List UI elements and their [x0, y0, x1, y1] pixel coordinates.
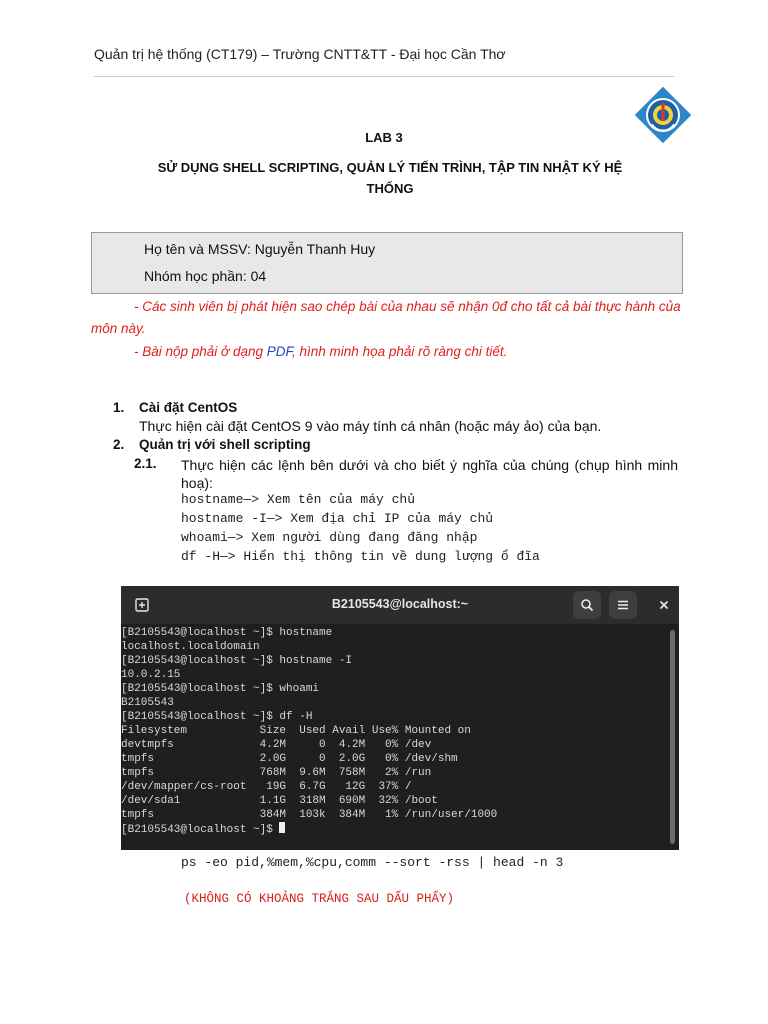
terminal-titlebar	[121, 586, 679, 624]
section-1-number: 1.	[113, 400, 125, 415]
search-button[interactable]	[573, 591, 601, 619]
terminal-line: /dev/sda1 1.1G 318M 690M 32% /boot	[121, 795, 438, 807]
class-group: Nhóm học phần: 04	[144, 268, 267, 284]
terminal-line: B2105543	[121, 697, 174, 709]
search-icon	[580, 598, 594, 612]
subsection-2-1-number: 2.1.	[134, 456, 157, 471]
terminal-line: Filesystem Size Used Avail Use% Mounted on	[121, 725, 471, 737]
section-1-title: Cài đặt CentOS	[139, 400, 238, 415]
header-divider	[94, 76, 674, 77]
close-icon	[659, 600, 669, 610]
plagiarism-warning: - Các sinh viên bị phát hiện sao chép bài của nhau sẽ nhận 0đ cho tất cả bài thực hành của môn này.	[91, 299, 681, 336]
terminal-output[interactable]	[121, 626, 669, 836]
command-line: hostname—> Xem tên của máy chủ	[181, 492, 416, 507]
terminal-line: localhost.localdomain	[121, 641, 260, 653]
terminal-cursor	[279, 822, 285, 833]
section-2-title: Quản trị với shell scripting	[139, 437, 311, 452]
command-line: df -H—> Hiển thị thông tin về dung lượng ổ đĩa	[181, 549, 540, 564]
close-button[interactable]	[651, 592, 677, 618]
terminal-line: tmpfs 384M 103k 384M 1% /run/user/1000	[121, 809, 498, 821]
subsection-2-1-text: Thực hiện các lệnh bên dưới và cho biết ý nghĩa của chúng (chụp hình minh hoạ):	[181, 457, 678, 491]
lab-title: SỬ DỤNG SHELL SCRIPTING, QUẢN LÝ TIẾN TRÌNH, TẬP TIN NHẬT KÝ HỆ THỐNG	[157, 160, 623, 196]
ps-command: ps -eo pid,%mem,%cpu,comm --sort -rss | head -n 3	[181, 855, 564, 870]
submission-note	[134, 344, 507, 359]
terminal-line: [B2105543@localhost ~]$ hostname	[121, 627, 333, 639]
command-line: whoami—> Xem người dùng đang đăng nhập	[181, 530, 478, 545]
terminal-line: devtmpfs 4.2M 0 4.2M 0% /dev	[121, 739, 432, 751]
terminal-line: 10.0.2.15	[121, 669, 181, 681]
submission-note-b: , hình minh họa phải rõ ràng chi tiết.	[292, 344, 508, 359]
terminal-line: [B2105543@localhost ~]$ df -H	[121, 711, 313, 723]
submission-note-a: - Bài nộp phải ở dạng	[134, 344, 267, 359]
page-header: Quản trị hệ thống (CT179) – Trường CNTT&TT - Đại học Cần Thơ	[94, 46, 506, 62]
terminal-line: tmpfs 768M 9.6M 758M 2% /run	[121, 767, 432, 779]
hamburger-menu-icon	[617, 599, 629, 611]
terminal-line: [B2105543@localhost ~]$ hostname -I	[121, 655, 353, 667]
section-1-description: Thực hiện cài đặt CentOS 9 vào máy tính cá nhân (hoặc máy ảo) của bạn.	[139, 418, 602, 434]
terminal-prompt-line	[121, 822, 669, 836]
menu-button[interactable]	[609, 591, 637, 619]
section-2-number: 2.	[113, 437, 125, 452]
terminal-line: /dev/mapper/cs-root 19G 6.7G 12G 37% /	[121, 781, 412, 793]
terminal-line: tmpfs 2.0G 0 2.0G 0% /dev/shm	[121, 753, 458, 765]
terminal-title: B2105543@localhost:~	[331, 597, 469, 611]
student-name: Họ tên và MSSV: Nguyễn Thanh Huy	[144, 241, 376, 257]
no-space-note: (KHÔNG CÓ KHOẢNG TRẮNG SAU DẤU PHẨY)	[184, 892, 455, 906]
terminal-prompt: [B2105543@localhost ~]$	[121, 824, 280, 836]
lab-number: LAB 3	[365, 130, 403, 145]
terminal-screenshot	[121, 586, 679, 850]
submission-note-pdf: PDF	[266, 344, 293, 359]
command-line: hostname -I—> Xem địa chỉ IP của máy chủ	[181, 511, 494, 526]
terminal-line: [B2105543@localhost ~]$ whoami	[121, 683, 320, 695]
terminal-scrollbar[interactable]	[670, 630, 675, 844]
